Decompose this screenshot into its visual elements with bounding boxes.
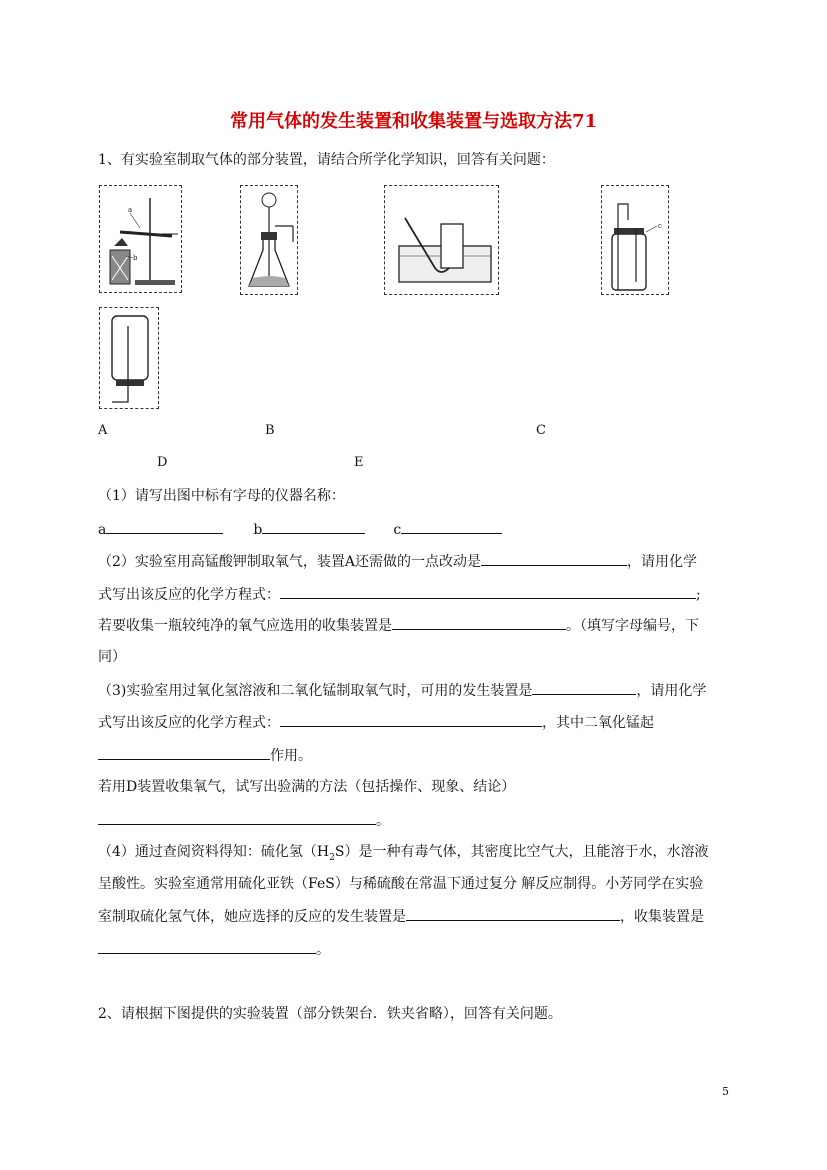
catalyst-role-blank[interactable] — [98, 745, 270, 760]
q1-part3-line3 — [98, 745, 312, 766]
q1-part3-line5 — [98, 810, 390, 831]
q1-part1-answers — [98, 519, 502, 540]
equation-blank-1[interactable] — [280, 584, 696, 599]
apparatus-a-figure — [99, 185, 182, 293]
q1-part2-line3 — [98, 615, 699, 636]
q1-part2-text-tail: ，请用化学 — [627, 554, 698, 570]
q1-part4-line2: 呈酸性。实验室通常用硫化亚铁（FeS）与稀硫酸在常温下通过复分 解反应制得。小芳同学在实验 — [98, 876, 704, 892]
q1-part3-line1 — [98, 680, 706, 701]
generator-blank[interactable] — [532, 680, 636, 695]
apparatus-label-d: D — [157, 455, 168, 470]
semicolon: ; — [696, 587, 701, 603]
answer-a-blank[interactable] — [106, 519, 223, 534]
apparatus-c-figure — [384, 185, 499, 295]
collection-prompt: 若要收集一瓶较纯净的氧气应选用的收集装置是 — [98, 618, 392, 634]
modification-blank[interactable] — [481, 551, 627, 566]
role-suffix: 作用。 — [270, 748, 312, 764]
period-2: 。 — [316, 942, 330, 958]
q1-part4-line3 — [98, 906, 704, 927]
collection-blank[interactable] — [392, 615, 566, 630]
q1-part2-line4: 同） — [98, 649, 126, 665]
apparatus-d-figure — [601, 185, 669, 295]
catalyst-prompt: ，其中二氧化锰起 — [542, 715, 654, 731]
q1-part4-line4 — [98, 939, 330, 960]
answer-b-label: b — [253, 522, 263, 538]
label-a: a — [128, 206, 133, 214]
equation-prompt: 式写出该反应的化学方程式： — [98, 587, 280, 603]
answer-c-label: c — [393, 522, 402, 538]
label-b: b — [133, 254, 138, 262]
h2s-text-a: （4）通过查阅资料得知：硫化氢（H — [98, 844, 330, 860]
q1-part4-line1 — [98, 842, 708, 868]
q1-part3-text-tail: ，请用化学 — [636, 683, 707, 699]
q1-part3-line2 — [98, 712, 654, 733]
answer-c-blank[interactable] — [401, 519, 502, 534]
equation-blank-2[interactable] — [280, 712, 542, 727]
page-number: 5 — [722, 1085, 729, 1098]
apparatus-label-c: C — [536, 423, 546, 438]
h2s-collector-prompt: ，收集装置是 — [620, 909, 704, 925]
label-c: c — [658, 222, 662, 230]
page-title: 常用气体的发生装置和收集装置与选取方法71 — [229, 111, 598, 132]
apparatus-b-figure — [240, 185, 298, 295]
q1-part2-line2 — [98, 584, 701, 605]
apparatus-e-figure — [99, 307, 159, 409]
q1-part3-text: （3)实验室用过氧化氢溶液和二氧化锰制取氧气时，可用的发生装置是 — [98, 683, 533, 699]
equation-prompt-2: 式写出该反应的化学方程式： — [98, 715, 280, 731]
apparatus-label-b: B — [265, 423, 275, 438]
period: 。 — [376, 813, 390, 829]
answer-b-blank[interactable] — [262, 519, 365, 534]
h2s-subscript: 2 — [329, 852, 335, 863]
collection-note: 。（填写字母编号，下 — [566, 618, 699, 634]
h2s-generator-prompt: 室制取硫化氢气体，她应选择的反应的发生装置是 — [98, 909, 406, 925]
q1-part2-line1 — [98, 551, 697, 572]
q1-part1-prompt: （1）请写出图中标有字母的仪器名称： — [98, 488, 345, 504]
h2s-generator-blank[interactable] — [406, 906, 620, 921]
answer-a-label: a — [98, 522, 107, 538]
q1-part2-text: （2）实验室用高锰酸钾制取氧气，装置A还需做的一点改动是 — [98, 554, 482, 570]
q1-part3-line4: 若用D装置收集氧气，试写出验满的方法（包括操作、现象、结论） — [98, 779, 516, 795]
apparatus-label-a: A — [98, 423, 108, 438]
verification-blank[interactable] — [98, 810, 376, 825]
q1-stem: 1、有实验室制取气体的部分装置，请结合所学化学知识，回答有关问题： — [98, 152, 555, 168]
apparatus-label-e: E — [354, 455, 364, 470]
h2s-collector-blank[interactable] — [98, 939, 316, 954]
h2s-text-b: S）是一种有毒气体，其密度比空气大，且能溶于水，水溶液 — [334, 844, 709, 860]
q2-stem: 2、请根据下图提供的实验装置（部分铁架台．铁夹省略），回答有关问题。 — [98, 1006, 562, 1022]
